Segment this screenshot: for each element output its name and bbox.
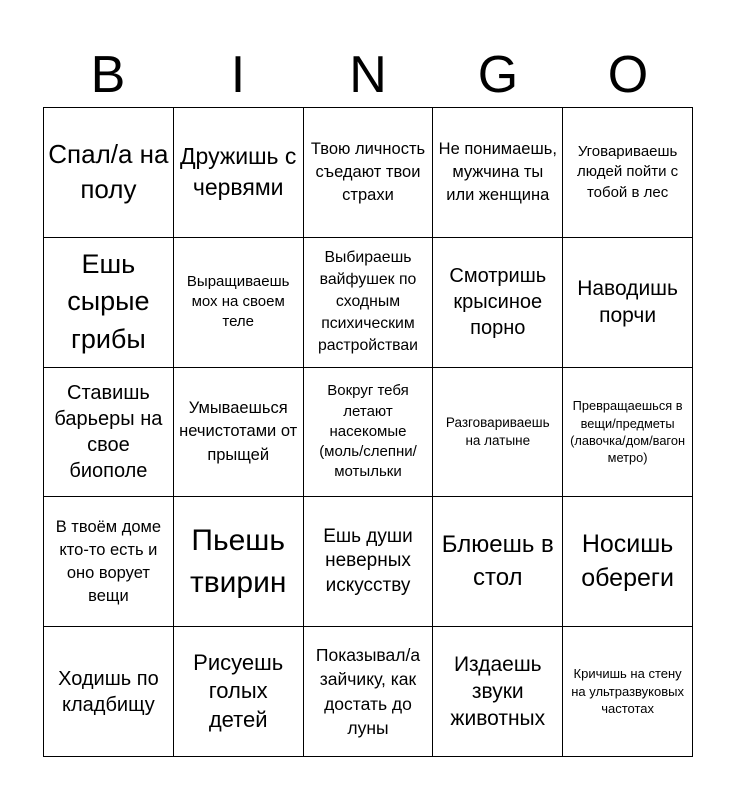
bingo-cell-r5-c1[interactable]: Ходишь по кладбищу	[44, 627, 174, 757]
bingo-grid	[43, 107, 693, 757]
bingo-cell-r5-c2[interactable]: Рисуешь голых детей	[174, 627, 304, 757]
bingo-cell-r2-c4[interactable]: Смотришь крысиное порно	[433, 238, 563, 368]
bingo-cell-r1-c1[interactable]: Спал/а на полу	[44, 108, 174, 238]
bingo-cell-r5-c4[interactable]: Издаешь звуки животных	[433, 627, 563, 757]
bingo-cell-r3-c5[interactable]: Превращаешься в вещи/предметы (лавочка/дом/вагон метро)	[563, 368, 693, 498]
bingo-cell-r4-c2[interactable]: Пьешь твирин	[174, 497, 304, 627]
bingo-cell-r4-c4[interactable]: Блюешь в стол	[433, 497, 563, 627]
bingo-cell-r2-c5[interactable]: Наводишь порчи	[563, 238, 693, 368]
bingo-cell-r4-c3[interactable]: Ешь души неверных искусству	[304, 497, 434, 627]
header-letter-g: G	[477, 46, 519, 104]
header-letter-i: I	[230, 46, 246, 104]
bingo-header	[43, 42, 693, 108]
bingo-cell-r4-c1[interactable]: В твоём доме кто-то есть и оно ворует вещи	[44, 497, 174, 627]
bingo-cell-r1-c2[interactable]: Дружишь с червями	[174, 108, 304, 238]
bingo-cell-r3-c4[interactable]: Разговариваешь на латыне	[433, 368, 563, 498]
header-letter-o: O	[607, 46, 649, 104]
header-letter-n: N	[349, 46, 387, 104]
bingo-cell-r1-c4[interactable]: Не понимаешь, мужчина ты или женщина	[433, 108, 563, 238]
bingo-cell-r3-c2[interactable]: Умываешься нечистотами от прыщей	[174, 368, 304, 498]
bingo-cell-r5-c3[interactable]: Показывал/а зайчику, как достать до луны	[304, 627, 434, 757]
bingo-cell-r1-c3[interactable]: Твою личность съедают твои страхи	[304, 108, 434, 238]
bingo-cell-r5-c5[interactable]: Кричишь на стену на ультразвуковых частотах	[563, 627, 693, 757]
bingo-cell-r3-c3[interactable]: Вокруг тебя летают насекомые (моль/слепни/мотыльки	[304, 368, 434, 498]
bingo-cell-r2-c3[interactable]: Выбираешь вайфушек по сходным психическим растройстваи	[304, 238, 434, 368]
bingo-cell-r3-c1[interactable]: Ставишь барьеры на свое биополе	[44, 368, 174, 498]
bingo-cell-r1-c5[interactable]: Уговариваешь людей пойти с тобой в лес	[563, 108, 693, 238]
bingo-cell-r2-c1[interactable]: Ешь сырые грибы	[44, 238, 174, 368]
bingo-cell-r2-c2[interactable]: Выращиваешь мох на своем теле	[174, 238, 304, 368]
bingo-cell-r4-c5[interactable]: Носишь обереги	[563, 497, 693, 627]
header-letter-b: B	[90, 46, 126, 104]
